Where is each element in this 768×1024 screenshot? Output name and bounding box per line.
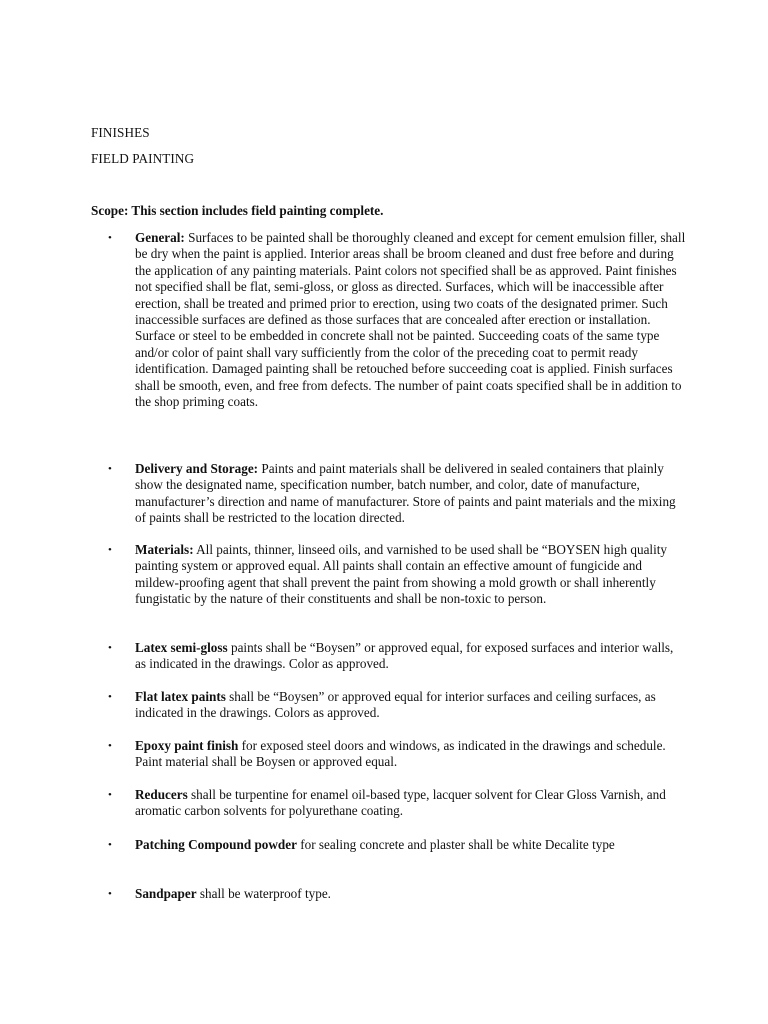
list-item-delivery-storage [108,461,686,527]
list-item-body: for exposed steel doors and windows, as indicated in the drawings and schedule. Paint material shall be Boysen or approved equal. [135,738,666,770]
list-item-text [135,886,686,902]
list-item-term: Patching Compound powder [135,837,297,852]
list-item-body: All paints, thinner, linseed oils, and varnished to be used shall be “BOYSEN high quality painting system or approved equal. All paints shall contain an effective amount of fungicide and mildew-proofing agent that shall prevent the paint from showing a mold growth or shall inherently fungistatic by the nature of their constituents and shall be non-toxic to person. [135,542,668,607]
bullet-icon: • [108,544,112,556]
list-item-term: Latex semi-gloss [135,640,228,655]
bullet-icon: • [108,888,112,900]
list-item-term: General: [135,230,185,245]
bullet-icon: • [108,642,112,654]
bullet-icon: • [108,232,112,244]
list-item-body: Paints and paint materials shall be delivered in sealed containers that plainly show the designated name, specification number, batch number, and color, date of manufacture, manufacturer’s direction and name of manufacturer. Store of paints and paint materials and the mixing of paints shall be restricted to the location directed. [135,461,676,526]
list-item-general [108,230,686,410]
list-item-text [135,461,686,527]
list-item-term: Materials: [135,542,194,557]
bullet-icon: • [108,463,112,475]
list-item-text [135,689,686,722]
list-item-body: paints shall be “Boysen” or approved equal, for exposed surfaces and interior walls, as indicated in the drawings. Color as approved. [135,640,674,672]
list-item-body: shall be “Boysen” or approved equal for interior surfaces and ceiling surfaces, as indicated in the drawings. Colors as approved. [135,689,656,721]
subsection-title: FIELD PAINTING [91,151,195,166]
list-item-body: Surfaces to be painted shall be thoroughly cleaned and except for cement emulsion filler, shall be dry when the paint is applied. Interior areas shall be broom cleaned and dust free before and during the application of any painting materials. Paint colors not specified shall be as approved. Paint finishes not specified shall be flat, semi-gloss, or gloss as directed. Surfaces, which will be inaccessible after erection, shall be treated and primed prior to erection, using two coats of the designated primer. Such inaccessible surfaces are defined as those surfaces that are concealed after erection or installation. Surface or steel to be embedded in concrete shall not be painted. Succeeding coats of the same type and/or color of paint shall vary sufficiently from the color of the preceding coat to permit ready identification. Damaged painting shall be retouched before succeeding coat is applied. Finish surfaces shall be smooth, even, and free from defects. The number of paint coats specified shall be in addition to the shop priming coats. [135,230,686,410]
list-item-text [135,837,686,853]
list-item-flat-latex-paints [108,689,686,722]
list-item-term: Delivery and Storage: [135,461,259,476]
bullet-icon: • [108,839,112,851]
list-item-materials [108,542,686,608]
list-item-reducers [108,787,686,820]
list-item-body: shall be turpentine for enamel oil-based type, lacquer solvent for Clear Gloss Varnish, and aromatic carbon solvents for polyurethane coating. [135,787,666,819]
list-item-term: Sandpaper [135,886,197,901]
list-item-text [135,640,686,673]
list-item-body: shall be waterproof type. [196,886,331,901]
list-item-sandpaper [108,886,686,902]
list-item-term: Flat latex paints [135,689,226,704]
bullet-icon: • [108,789,112,801]
list-item-latex-semi-gloss [108,640,686,673]
list-item-text [135,738,686,771]
list-item-text [135,230,686,410]
section-title: FINISHES [91,125,150,140]
list-item-body: for sealing concrete and plaster shall be white Decalite type [296,837,615,852]
list-item-epoxy-paint-finish [108,738,686,771]
bullet-icon: • [108,740,112,752]
list-item-term: Epoxy paint finish [135,738,239,753]
list-item-text [135,787,686,820]
list-item-text [135,542,686,608]
list-item-patching-compound [108,837,686,853]
scope-statement: Scope: This section includes field painting complete. [91,203,384,218]
bullet-icon: • [108,691,112,703]
list-item-term: Reducers [135,787,188,802]
